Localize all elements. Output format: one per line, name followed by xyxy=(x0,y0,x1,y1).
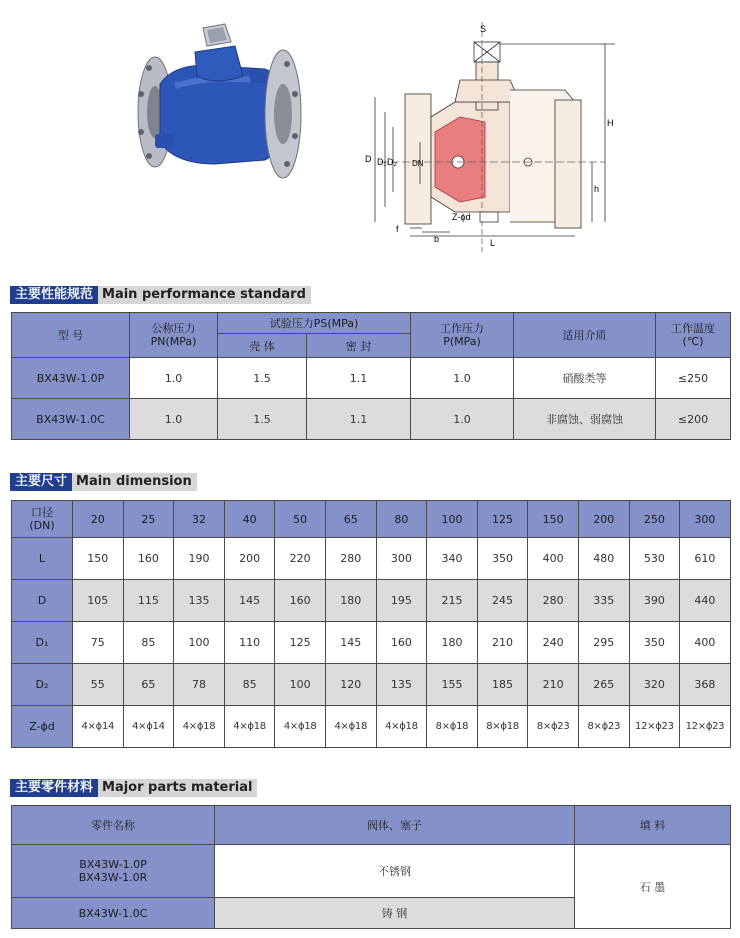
perf-cell-media: 硝酸类等 xyxy=(514,358,656,399)
dim-cell: 610 xyxy=(680,538,731,580)
dim-cell: 4×ϕ18 xyxy=(174,706,225,748)
dim-cell: 160 xyxy=(123,538,174,580)
performance-table xyxy=(11,312,731,440)
dim-cell: 55 xyxy=(73,664,124,706)
dim-cell: 120 xyxy=(325,664,376,706)
perf-header-work: 工作压力 P(MPa) xyxy=(411,313,514,358)
dim-cell: 4×ϕ18 xyxy=(224,706,275,748)
dim-b-label: b xyxy=(434,234,440,244)
dim-header-dn-value: 100 xyxy=(427,501,478,538)
dim-cell: 8×ϕ23 xyxy=(528,706,579,748)
table-row xyxy=(12,538,731,580)
dim-cell: 400 xyxy=(680,622,731,664)
dim-header-dn-value: 250 xyxy=(629,501,680,538)
technical-drawing xyxy=(360,22,620,254)
dimension-table xyxy=(11,500,731,748)
dim-cell: 12×ϕ23 xyxy=(680,706,731,748)
dim-cell: 350 xyxy=(477,538,528,580)
table-row xyxy=(12,399,731,440)
dim-d2-label: D₂ xyxy=(387,157,397,167)
dim-cell: 440 xyxy=(680,580,731,622)
dim-cell: 190 xyxy=(174,538,225,580)
dim-cell: 280 xyxy=(325,538,376,580)
dim-row-label: D₁ xyxy=(12,622,73,664)
perf-cell-media: 非腐蚀、弱腐蚀 xyxy=(514,399,656,440)
table-row xyxy=(12,622,731,664)
table-row xyxy=(12,706,731,748)
mat-header-packing: 填 料 xyxy=(575,806,731,845)
dim-cell: 368 xyxy=(680,664,731,706)
dim-header-dn-value: 50 xyxy=(275,501,326,538)
dim-cell: 135 xyxy=(376,664,427,706)
dim-cell: 215 xyxy=(427,580,478,622)
dim-cell: 220 xyxy=(275,538,326,580)
performance-title-en: Main performance standard xyxy=(98,286,311,304)
perf-header-media: 适用介质 xyxy=(514,313,656,358)
material-title-cn: 主要零件材料 xyxy=(10,779,98,797)
mat-cell-model: BX43W-1.0P BX43W-1.0R xyxy=(12,845,215,898)
dim-cell: 195 xyxy=(376,580,427,622)
dim-row-label: Z-ϕd xyxy=(12,706,73,748)
dim-zphd-label: Z-ϕd xyxy=(452,212,471,222)
perf-cell-model: BX43W-1.0P xyxy=(12,358,130,399)
dim-cell: 65 xyxy=(123,664,174,706)
dim-cell: 340 xyxy=(427,538,478,580)
dim-cell: 335 xyxy=(578,580,629,622)
perf-cell-pn: 1.0 xyxy=(130,399,218,440)
dim-cell: 530 xyxy=(629,538,680,580)
mat-cell-body: 铸 钢 xyxy=(215,898,575,929)
dim-cell: 78 xyxy=(174,664,225,706)
dim-header-dn-value: 300 xyxy=(680,501,731,538)
dimension-header-row xyxy=(12,501,731,538)
dim-header-dn-value: 200 xyxy=(578,501,629,538)
dim-f-label: f xyxy=(396,224,399,234)
dim-cell: 240 xyxy=(528,622,579,664)
dim-cell: 135 xyxy=(174,580,225,622)
dim-header-dn-value: 32 xyxy=(174,501,225,538)
dim-cell: 12×ϕ23 xyxy=(629,706,680,748)
mat-header-part: 零件名称 xyxy=(12,806,215,845)
dim-cell: 100 xyxy=(275,664,326,706)
perf-header-seal: 密 封 xyxy=(307,334,411,358)
table-row xyxy=(12,845,731,898)
dim-cell: 180 xyxy=(325,580,376,622)
dim-cell: 400 xyxy=(528,538,579,580)
dim-cell: 110 xyxy=(224,622,275,664)
dim-header-dn-value: 125 xyxy=(477,501,528,538)
dimension-title-cn: 主要尺寸 xyxy=(10,473,72,491)
dim-header-dn-value: 25 xyxy=(123,501,174,538)
dim-cell: 4×ϕ14 xyxy=(73,706,124,748)
dim-cell: 160 xyxy=(275,580,326,622)
valve-photo xyxy=(115,14,315,194)
dim-cell: 105 xyxy=(73,580,124,622)
dim-cell: 245 xyxy=(477,580,528,622)
dim-d-label: D xyxy=(365,154,372,164)
perf-header-test: 试验压力PS(MPa) xyxy=(218,313,411,334)
dim-cell: 210 xyxy=(477,622,528,664)
dim-cell: 8×ϕ23 xyxy=(578,706,629,748)
dim-cell: 180 xyxy=(427,622,478,664)
dim-l-label: L xyxy=(490,238,496,248)
perf-cell-temp: ≤200 xyxy=(656,399,731,440)
perf-header-pn: 公称压力 PN(MPa) xyxy=(130,313,218,358)
dim-cell: 8×ϕ18 xyxy=(427,706,478,748)
dim-cell: 210 xyxy=(528,664,579,706)
mat-cell-packing: 石 墨 xyxy=(575,845,731,929)
plug-top xyxy=(195,46,243,81)
perf-cell-model: BX43W-1.0C xyxy=(12,399,130,440)
perf-cell-work: 1.0 xyxy=(411,399,514,440)
dim-cell: 265 xyxy=(578,664,629,706)
material-section-title xyxy=(10,779,257,797)
dim-h-upper-label: H xyxy=(607,118,614,128)
perf-cell-shell: 1.5 xyxy=(218,358,307,399)
mat-header-body: 阀体、塞子 xyxy=(215,806,575,845)
mat-cell-model: BX43W-1.0C xyxy=(12,898,215,929)
perf-header-model: 型 号 xyxy=(12,313,130,358)
dim-cell: 8×ϕ18 xyxy=(477,706,528,748)
dim-cell: 295 xyxy=(578,622,629,664)
perf-header-shell: 壳 体 xyxy=(218,334,307,358)
dim-cell: 145 xyxy=(325,622,376,664)
dim-cell: 4×ϕ14 xyxy=(123,706,174,748)
table-row xyxy=(12,580,731,622)
dim-cell: 185 xyxy=(477,664,528,706)
perf-cell-seal: 1.1 xyxy=(307,358,411,399)
dim-cell: 4×ϕ18 xyxy=(275,706,326,748)
dim-s-label: S xyxy=(480,24,487,34)
perf-cell-work: 1.0 xyxy=(411,358,514,399)
dimension-title-en: Main dimension xyxy=(72,473,197,491)
perf-cell-temp: ≤250 xyxy=(656,358,731,399)
table-row xyxy=(12,664,731,706)
dim-row-label: D xyxy=(12,580,73,622)
dim-cell: 390 xyxy=(629,580,680,622)
dim-row-label: L xyxy=(12,538,73,580)
dim-row-label: D₂ xyxy=(12,664,73,706)
perf-cell-seal: 1.1 xyxy=(307,399,411,440)
dim-cell: 4×ϕ18 xyxy=(325,706,376,748)
dim-cell: 125 xyxy=(275,622,326,664)
dim-h-lower-label: h xyxy=(594,184,600,194)
dim-header-dn-value: 65 xyxy=(325,501,376,538)
dim-cell: 160 xyxy=(376,622,427,664)
dim-cell: 480 xyxy=(578,538,629,580)
dim-cell: 115 xyxy=(123,580,174,622)
dim-cell: 100 xyxy=(174,622,225,664)
performance-title-cn: 主要性能规范 xyxy=(10,286,98,304)
dim-header-dn-value: 20 xyxy=(73,501,124,538)
dim-cell: 155 xyxy=(427,664,478,706)
dim-header-dn-value: 80 xyxy=(376,501,427,538)
dim-cell: 145 xyxy=(224,580,275,622)
dim-cell: 85 xyxy=(123,622,174,664)
table-row xyxy=(12,358,731,399)
dim-cell: 200 xyxy=(224,538,275,580)
dim-d1-label: D₁ xyxy=(377,157,387,167)
dim-cell: 350 xyxy=(629,622,680,664)
material-table xyxy=(11,805,731,929)
perf-cell-pn: 1.0 xyxy=(130,358,218,399)
dim-header-dn-value: 40 xyxy=(224,501,275,538)
dimension-section-title xyxy=(10,473,197,491)
perf-header-temp: 工作温度 (℃) xyxy=(656,313,731,358)
performance-section-title xyxy=(10,286,311,304)
dim-cell: 150 xyxy=(73,538,124,580)
dim-header-dn: 口径 (DN) xyxy=(12,501,73,538)
material-title-en: Major parts material xyxy=(98,779,257,797)
dim-header-dn-value: 150 xyxy=(528,501,579,538)
perf-cell-shell: 1.5 xyxy=(218,399,307,440)
dim-cell: 280 xyxy=(528,580,579,622)
dim-cell: 320 xyxy=(629,664,680,706)
mat-cell-body: 不锈钢 xyxy=(215,845,575,898)
dim-cell: 4×ϕ18 xyxy=(376,706,427,748)
dim-dn-label: DN xyxy=(412,159,424,168)
dim-cell: 85 xyxy=(224,664,275,706)
dim-cell: 300 xyxy=(376,538,427,580)
dim-cell: 75 xyxy=(73,622,124,664)
